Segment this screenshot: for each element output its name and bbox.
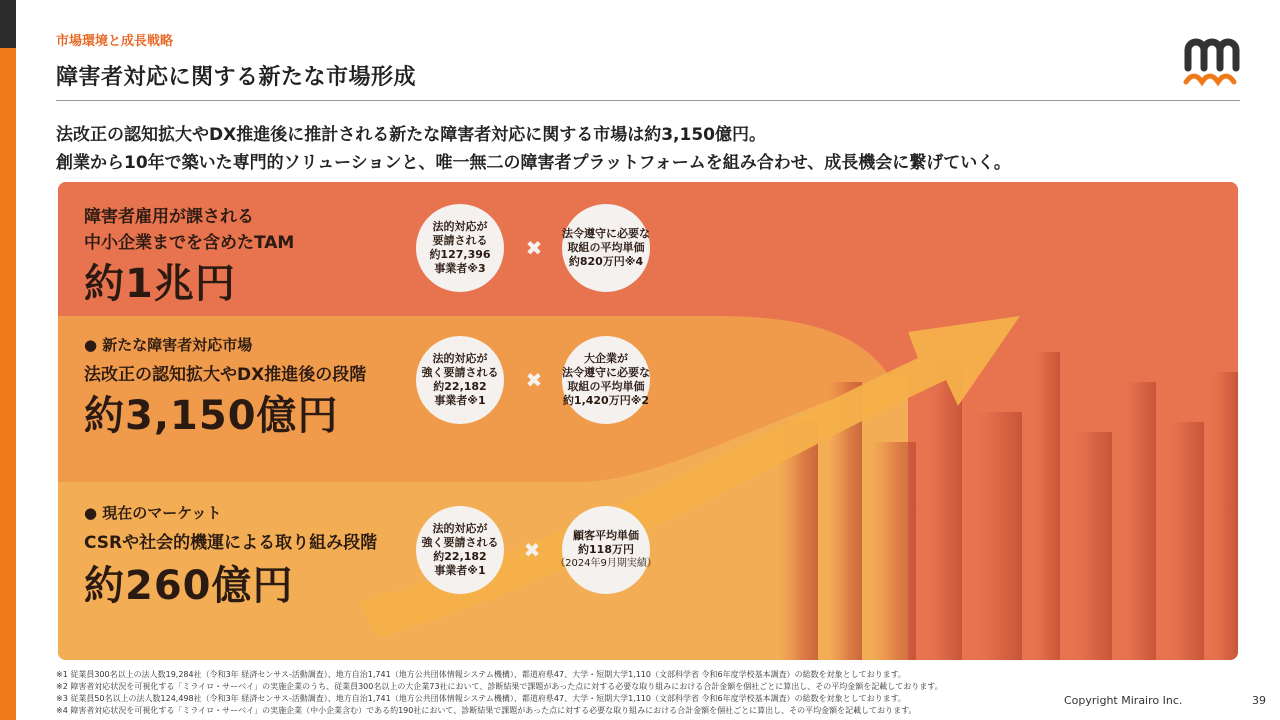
circle-line: 強く要請される [421,536,499,549]
side-accent-bar-top [0,0,16,48]
mirairo-m-logo-icon [1182,32,1242,88]
tier3-subheading: ● 現在のマーケット [84,504,222,522]
circle-line: （2024年9月期実績） [555,558,657,569]
circle-line: 事業者※1 [434,394,486,407]
side-accent-bar [0,0,16,720]
tier2-heading: 法改正の認知拡大やDX推進後の段階 [84,365,367,385]
tier3-heading: CSRや社会的機運による取り組み段階 [84,533,378,553]
tier3-amount: 約260億円 [84,563,294,609]
tier1-right-circle [562,204,650,292]
footnote-3: ※3 従業員50名以上の法人数124,498社（令和3年 経済センサス-活動調査）、地方自治1,741（地方公共団体情報システム機構）、都道府県47、大学・短期大学1,110（文部科学省 令和6年度学校基本調査）の総数を対象としております。 [56,694,906,703]
tier1-heading-2: 中小企業までを含めたTAM [84,233,295,253]
section-label: 市場環境と成長戦略 [56,34,174,49]
circle-line: 法的対応が [432,352,488,365]
tier1-heading-1: 障害者雇用が課される [84,207,254,227]
circle-line: 約820万円※4 [568,255,644,268]
lead-line-1: 法改正の認知拡大やDX推進後に推計される新たな障害者対応に関する市場は約3,150億円。 [56,125,766,145]
footnote-4: ※4 障害者対応状況を可視化する「ミライロ・サーベイ」の実施企業（中小企業含む）である約190社において、診断結果で課題があった点に対する必要な取り組みにおける合計金額を個社ごとに算出し、その平均金額を記載しております。 [56,706,917,715]
multiply-icon: ✖ [523,538,541,562]
tier2-left-circle [416,336,504,424]
circle-line: 強く要請される [421,366,499,379]
circle-line: 法的対応が [432,522,488,535]
footnote-2: ※2 障害者対応状況を可視化する「ミライロ・サーベイ」の実施企業のうち、従業員300名以上の大企業73社において、診断結果で課題があった点に対する必要な取り組みにおける合計金額を個社ごとに算出し、その平均金額を記載しております。 [56,682,943,691]
circle-line: 事業者※1 [434,564,486,577]
footnote-1: ※1 従業員300名以上の法人数19,284社（令和3年 経済センサス-活動調査）、地方自治1,741（地方公共団体情報システム機構）、都道府県47、大学・短期大学1,110（文部科学省 令和6年度学校基本調査）の総数を対象としております。 [56,670,906,679]
title-divider [56,100,1240,101]
tier3-left-circle [416,506,504,594]
circle-line: 要請される [432,234,488,247]
circle-line: 法令遵守に必要な [562,227,650,240]
copyright: Copyright Mirairo Inc. [1064,694,1183,707]
circle-line: 約118万円 [578,543,634,556]
tier2-amount: 約3,150億円 [84,393,339,439]
circle-line: 約22,182 [433,380,487,393]
circle-line: 顧客平均単価 [573,529,639,542]
tier1-left-circle [416,204,504,292]
tier2-subheading: ● 新たな障害者対応市場 [84,336,253,354]
tier3-right-circle [555,506,657,594]
circle-line: 取組の平均単価 [567,241,645,254]
page-title: 障害者対応に関する新たな市場形成 [56,65,417,90]
lead-line-2: 創業から10年で築いた専門的ソリューションと、唯一無二の障害者プラットフォームを組み合わせ、成長機会に繋げていく。 [56,153,1011,173]
circle-line: 法令遵守に必要な [562,366,650,379]
multiply-icon: ✖ [525,368,543,392]
circle-line: 約1,420万円※2 [562,394,650,407]
circle-line: 取組の平均単価 [567,380,645,393]
circle-line: 法的対応が [432,220,488,233]
page-number: 39 [1252,694,1266,707]
circle-line: 約127,396 [429,248,491,261]
tier1-amount: 約1兆円 [84,261,236,307]
circle-line: 大企業が [584,352,628,365]
market-panel [58,182,1238,660]
circle-line: 事業者※3 [434,262,486,275]
circle-line: 約22,182 [433,550,487,563]
multiply-icon: ✖ [525,236,543,260]
tier2-right-circle [562,336,650,424]
